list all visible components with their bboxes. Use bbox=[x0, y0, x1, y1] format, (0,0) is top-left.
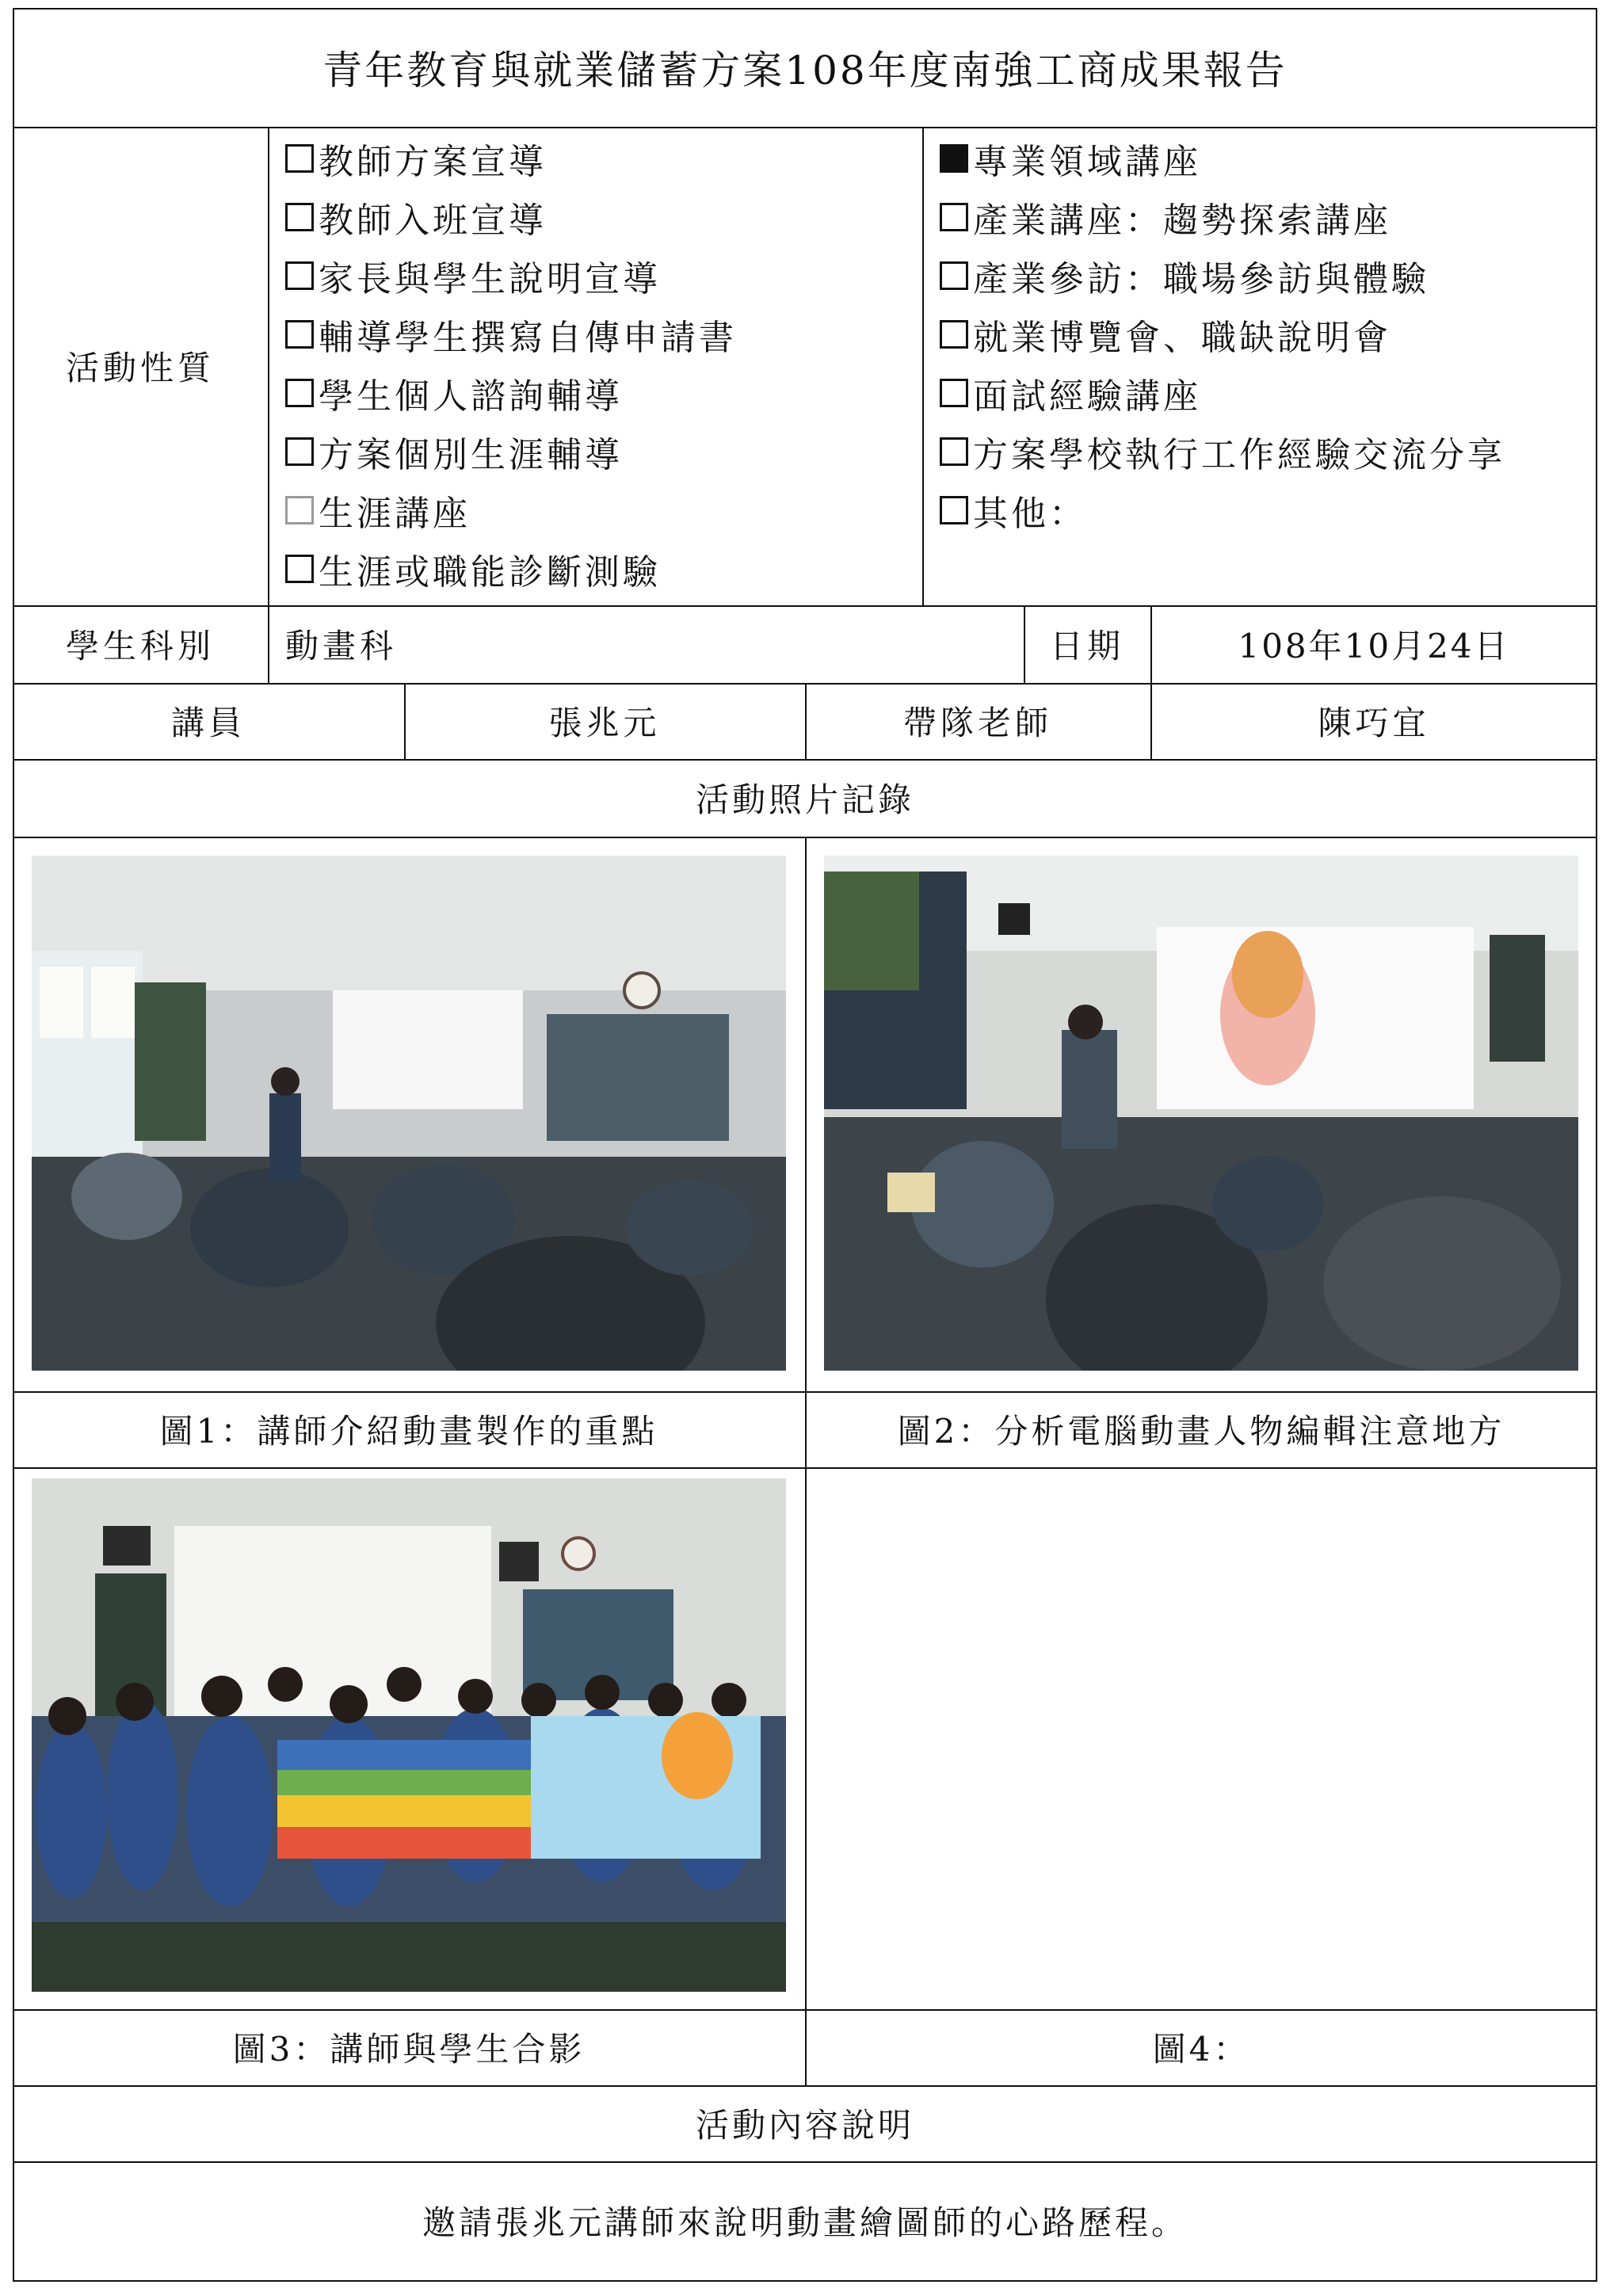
description-text-cell bbox=[13, 2161, 1597, 2280]
option-autobiography[interactable]: 輔導學生撰寫自傳申請書 bbox=[285, 309, 737, 360]
speaker-label: 講員 bbox=[170, 704, 246, 742]
photos-section-label: 活動照片記錄 bbox=[695, 780, 914, 819]
dept-value-cell bbox=[285, 605, 998, 683]
caption-2: 圖2：分析電腦動畫人物編輯注意地方 bbox=[897, 1412, 1505, 1451]
checkbox-icon[interactable] bbox=[940, 496, 968, 524]
checkbox-icon[interactable] bbox=[285, 496, 314, 524]
option-professional-lecture[interactable]: 專業領域講座 bbox=[940, 133, 1201, 184]
option-career-lecture[interactable]: 生涯講座 bbox=[285, 485, 471, 536]
caption-4: 圖4： bbox=[1152, 2030, 1250, 2069]
option-career-counsel[interactable]: 方案個別生涯輔導 bbox=[285, 426, 623, 477]
description-label-cell bbox=[13, 2085, 1597, 2161]
date-label: 日期 bbox=[1049, 627, 1124, 666]
page-title: 青年教育與就業儲蓄方案108年度南強工商成果報告 bbox=[322, 48, 1288, 93]
rule bbox=[268, 127, 269, 683]
checkbox-icon[interactable] bbox=[285, 555, 314, 583]
option-industry-lecture[interactable]: 產業講座：趨勢探索講座 bbox=[940, 192, 1391, 242]
teacher-label: 帶隊老師 bbox=[902, 704, 1052, 742]
speaker-value-cell bbox=[404, 683, 805, 759]
checkbox-icon[interactable] bbox=[285, 437, 314, 466]
description-text: 邀請張兆元講師來說明動畫繪圖師的心路歷程。 bbox=[422, 2203, 1188, 2242]
activity-label: 活動性質 bbox=[65, 349, 215, 387]
caption-3-cell bbox=[13, 2009, 805, 2085]
title-cell bbox=[13, 8, 1597, 127]
caption-1: 圖1：講師介紹動畫製作的重點 bbox=[159, 1412, 658, 1451]
speaker-label-cell bbox=[13, 683, 404, 759]
description-label: 活動內容說明 bbox=[695, 2106, 914, 2145]
dept-label-cell bbox=[13, 605, 268, 683]
photo-character-editing bbox=[824, 856, 1578, 1371]
activity-label-cell bbox=[13, 127, 268, 605]
date-label-cell bbox=[1024, 605, 1150, 683]
caption-3: 圖3：講師與學生合影 bbox=[232, 2030, 586, 2069]
dept-value: 動畫科 bbox=[285, 627, 398, 666]
date-value-cell bbox=[1150, 605, 1597, 683]
dept-label: 學生科別 bbox=[65, 627, 215, 666]
option-parent-student[interactable]: 家長與學生說明宣導 bbox=[285, 250, 661, 301]
rule bbox=[1596, 8, 1597, 2282]
speaker-value: 張兆元 bbox=[548, 704, 661, 742]
checkbox-icon[interactable] bbox=[940, 437, 968, 466]
checkbox-icon[interactable] bbox=[940, 203, 968, 231]
caption-2-cell bbox=[805, 1391, 1597, 1467]
caption-4-cell bbox=[805, 2009, 1597, 2085]
option-experience-share[interactable]: 方案學校執行工作經驗交流分享 bbox=[940, 426, 1505, 477]
option-teacher-promo[interactable]: 教師方案宣導 bbox=[285, 133, 547, 184]
checkbox-icon[interactable] bbox=[285, 261, 314, 290]
checkbox-icon[interactable] bbox=[285, 320, 314, 349]
option-industry-visit[interactable]: 產業參訪：職場參訪與體驗 bbox=[940, 250, 1429, 301]
option-career-test[interactable]: 生涯或職能診斷測驗 bbox=[285, 543, 661, 594]
teacher-label-cell bbox=[805, 683, 1150, 759]
option-other[interactable]: 其他： bbox=[940, 485, 1087, 536]
date-value: 108年10月24日 bbox=[1238, 627, 1510, 666]
photo-lecture-overview bbox=[32, 856, 786, 1371]
checkbox-icon[interactable] bbox=[940, 320, 968, 349]
option-personal-counsel[interactable]: 學生個人諮詢輔導 bbox=[285, 368, 623, 418]
teacher-value: 陳巧宜 bbox=[1318, 704, 1430, 742]
checkbox-icon[interactable] bbox=[285, 379, 314, 407]
teacher-value-cell bbox=[1150, 683, 1597, 759]
option-class-promo[interactable]: 教師入班宣導 bbox=[285, 192, 547, 242]
checkbox-icon[interactable] bbox=[285, 203, 314, 231]
checkbox-icon[interactable] bbox=[940, 379, 968, 407]
photos-header-cell bbox=[13, 759, 1597, 837]
rule bbox=[13, 2280, 1597, 2282]
checkbox-icon[interactable] bbox=[940, 261, 968, 290]
checked-checkbox-icon[interactable] bbox=[940, 144, 968, 173]
photo-group bbox=[32, 1478, 786, 1992]
report-page bbox=[13, 8, 1597, 2282]
checkbox-icon[interactable] bbox=[285, 144, 314, 173]
option-job-fair[interactable]: 就業博覽會、職缺說明會 bbox=[940, 309, 1391, 360]
caption-1-cell bbox=[13, 1391, 805, 1467]
option-interview[interactable]: 面試經驗講座 bbox=[940, 368, 1201, 418]
rule bbox=[922, 127, 924, 605]
